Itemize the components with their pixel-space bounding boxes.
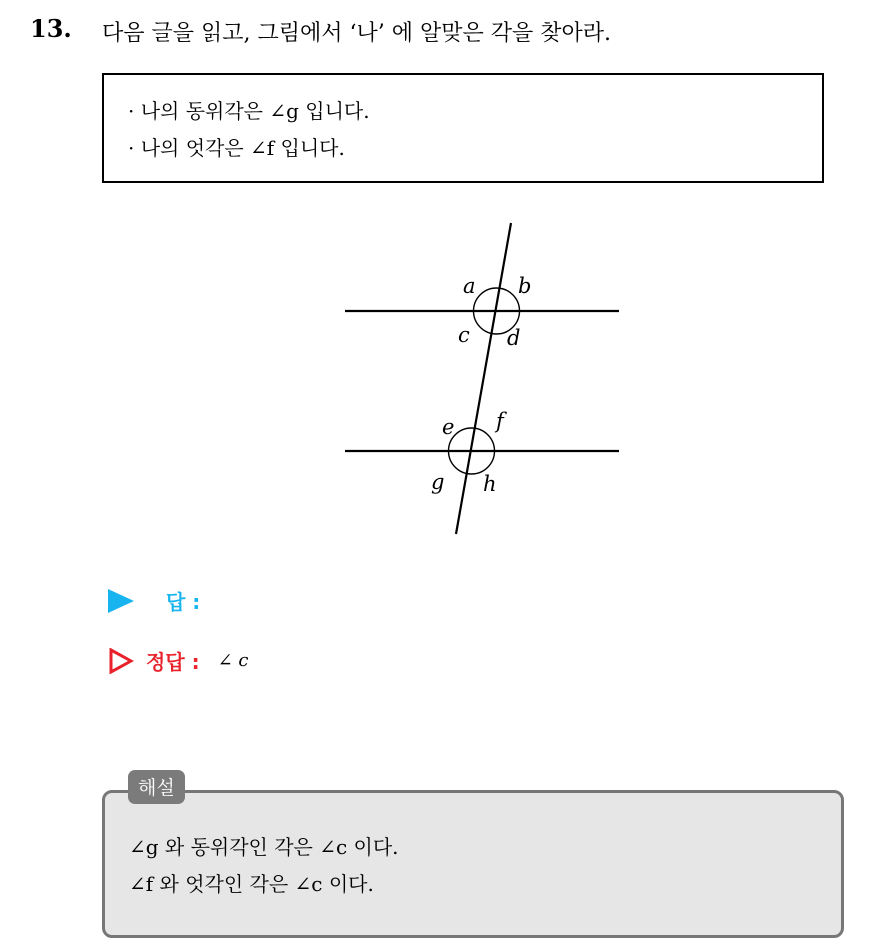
angle-label-b: b — [518, 274, 532, 298]
play-arrow-icon — [108, 589, 134, 613]
explanation-line-1: ∠g 와 동위각인 각은 ∠c 이다. — [129, 835, 399, 859]
conditions-box — [102, 73, 824, 183]
condition-corresponding: · 나의 동위각은 ∠g 입니다. — [128, 99, 370, 123]
angle-label-d: d — [507, 326, 521, 350]
condition-alternate: · 나의 엇각은 ∠f 입니다. — [128, 136, 345, 160]
question-number: 13. — [30, 14, 72, 43]
question-text: 다음 글을 읽고, 그림에서 ‘나’ 에 알맞은 각을 찾아라. — [102, 21, 611, 46]
explanation-line-2: ∠f 와 엇각인 각은 ∠c 이다. — [129, 872, 374, 896]
answer-label: 답 : — [166, 590, 201, 614]
outline-arrow-icon — [108, 648, 134, 674]
correct-answer-value: ∠ c — [217, 650, 249, 671]
correct-answer-row — [108, 646, 249, 675]
parallel-lines-figure — [340, 218, 630, 552]
angle-label-g: g — [431, 470, 445, 494]
explanation-box — [102, 790, 844, 938]
angle-label-a: a — [463, 274, 476, 298]
correct-answer-label: 정답 : — [146, 650, 200, 674]
explanation-tag: 해설 — [128, 770, 185, 804]
angle-label-f: f — [496, 409, 504, 433]
angle-label-h: h — [483, 472, 497, 496]
angle-label-e: e — [442, 415, 455, 439]
figure-svg — [340, 218, 630, 548]
answer-row — [108, 586, 200, 615]
angle-label-c: c — [458, 323, 470, 347]
